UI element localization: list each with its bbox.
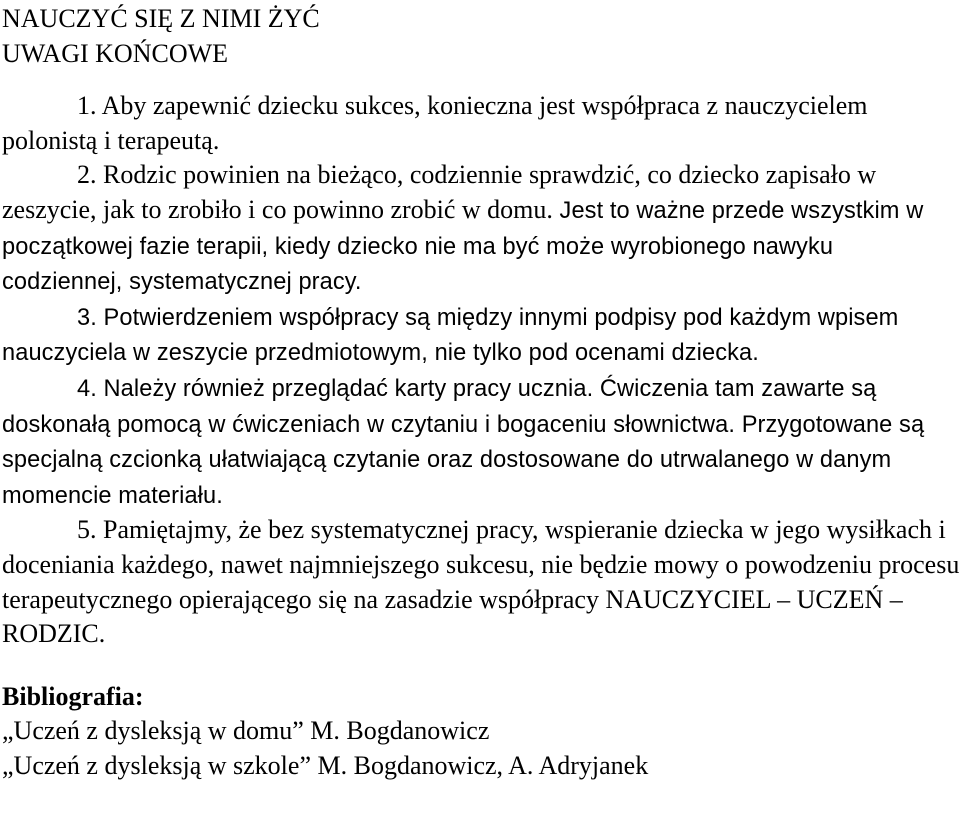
numbered-points-list — [0, 89, 960, 652]
list-item — [0, 300, 960, 371]
list-item — [0, 158, 960, 299]
bibliography-item: „Uczeń z dysleksją w domu” M. Bogdanowicz — [2, 716, 490, 746]
list-item — [0, 371, 960, 513]
point-text-sans: Należy również przeglądać karty pracy ucznia. Ćwiczenia tam zawarte są doskonałą pomocą w ćwiczeniach w czytaniu i bogaceniu słownictwa. Przygotowane są specjalną czcionką ułatwiającą czytanie oraz dostosowane do utrwalanego w danym momencie materiału. — [2, 375, 925, 509]
bibliography-item: „Uczeń z dysleksją w szkole” M. Bogdanowicz, A. Adryjanek — [2, 750, 649, 780]
document-heading — [2, 2, 960, 71]
bibliography-section — [2, 680, 960, 784]
heading-line-title: NAUCZYĆ SIĘ Z NIMI ŻYĆ — [2, 4, 320, 33]
list-item — [0, 513, 960, 651]
point-number: 3. — [77, 304, 97, 331]
bibliography-title: Bibliografia: — [2, 681, 144, 711]
point-text-sans: Potwierdzeniem współpracy są między innymi podpisy pod każdym wpisem nauczyciela w zeszycie przedmiotowym, nie tylko pod ocenami dziecka. — [2, 304, 899, 367]
point-number: 4. — [77, 375, 97, 402]
point-number: 5. — [77, 515, 97, 545]
list-item — [0, 89, 960, 158]
point-text-sans: Jest to ważne przede wszystkim w początkowej fazie terapii, kiedy dziecko nie ma być może wyrobionego nawyku codziennej, systematycznej pracy. — [2, 197, 924, 296]
point-number: 1. — [77, 91, 97, 121]
point-text: Pamiętajmy, że bez systematycznej pracy, wspieranie dziecka w jego wysiłkach i doceniania każdego, nawet najmniejszego sukcesu, nie będzie mowy o powodzeniu procesu terapeutycznego opierającego się na zasadzie współpracy NAUCZYCIEL – UCZEŃ – RODZIC. — [2, 515, 960, 649]
point-text: Rodzic powinien na bieżąco, codziennie sprawdzić, co dziecko zapisało w zeszycie, jak to zrobiło i co powinno zrobić w domu. — [2, 160, 877, 224]
heading-line-section: UWAGI KOŃCOWE — [2, 38, 229, 68]
point-number: 2. — [77, 160, 97, 190]
point-text: Aby zapewnić dziecku sukces, konieczna jest współpraca z nauczycielem polonistą i terapeutą. — [2, 91, 868, 155]
